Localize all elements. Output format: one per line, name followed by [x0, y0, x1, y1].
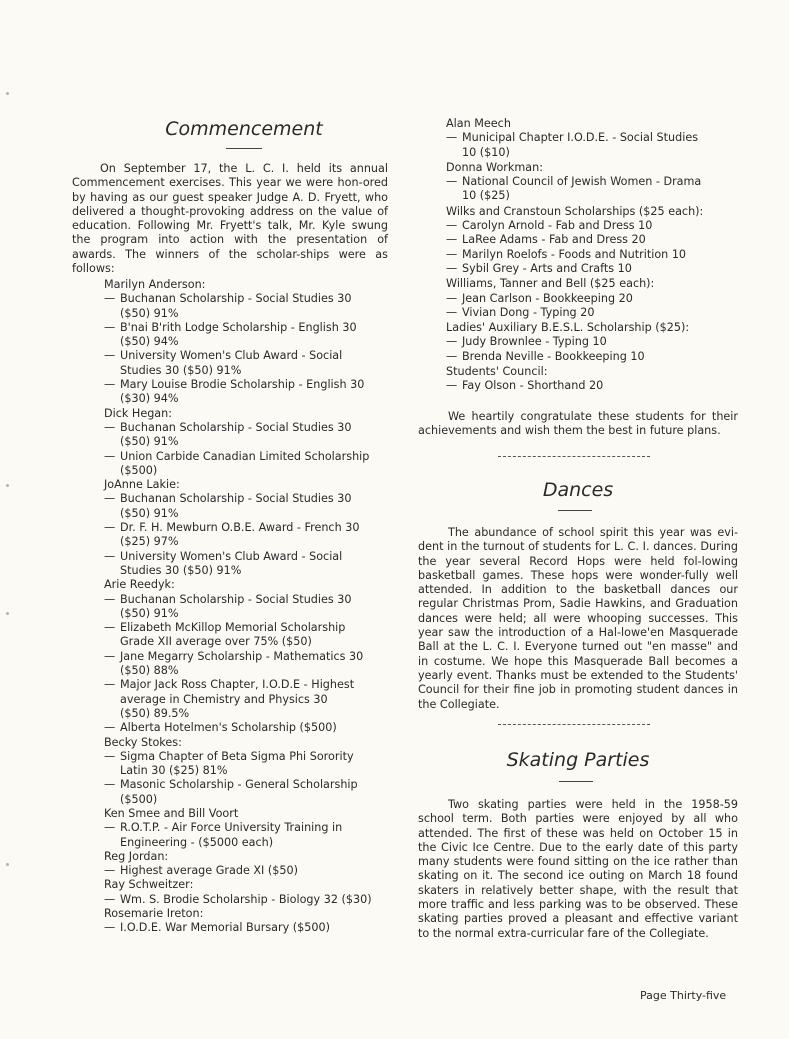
award-item: — Jean Carlson - Bookkeeping 20	[446, 291, 633, 305]
commencement-closing: We heartily congratulate these students for their achievements and wish them the best in future plans.	[418, 410, 738, 438]
award-item: — Sigma Chapter of Beta Sigma Phi Sorority Latin 30 ($25) 81%	[104, 749, 354, 778]
heading-underline	[226, 148, 262, 149]
section-divider	[498, 724, 650, 725]
winner-entry	[104, 478, 384, 578]
winner-name: Rosemarie Ireton:	[104, 907, 204, 921]
award-item: — Buchanan Scholarship - Social Studies 30 ($50) 91%	[104, 292, 352, 320]
award-item: — University Women's Club Award - Social Studies 30 ($50) 91%	[104, 349, 343, 377]
commencement-intro: On September 17, the L. C. I. held its annual Commencement exercises. This year we were hon-ored by having as our guest speaker Judge A. D. Fryett, who delivered a thought-provoking address on the value of education. Following Mr. Fryett's talk, Mr. Kyle swung the program into action with the presentation of awards. The winners of the scholar-ships were as follows:	[72, 162, 388, 276]
award-item: — I.O.D.E. War Memorial Bursary ($500)	[104, 921, 331, 935]
award-item: — Highest average Grade XI ($50)	[104, 864, 298, 878]
award-item: — Buchanan Scholarship - Social Studies 30 ($50) 91%	[104, 420, 352, 449]
winner-name: Marilyn Anderson:	[104, 278, 206, 291]
winner-entry	[446, 277, 738, 320]
winner-entry	[104, 850, 384, 879]
award-item: — B'nai B'rith Lodge Scholarship - English 30 ($50) 94%	[104, 320, 357, 349]
scholarship-list-left	[104, 278, 384, 936]
award-item: — Carolyn Arnold - Fab and Dress 10	[446, 219, 653, 233]
section-divider	[498, 456, 650, 457]
winner-name: JoAnne Lakie:	[104, 478, 180, 492]
heading-underline	[559, 781, 593, 782]
winner-name: Wilks and Cranstoun Scholarships ($25 each):	[446, 204, 704, 218]
award-item: — R.O.T.P. - Air Force University Training in Engineering - ($5000 each)	[104, 821, 343, 849]
award-item: — Union Carbide Canadian Limited Scholarship ($500)	[104, 449, 370, 477]
winner-name: Dick Hegan:	[104, 406, 173, 420]
award-item: — Marilyn Roelofs - Foods and Nutrition 10	[446, 247, 687, 261]
winner-entry	[104, 407, 384, 478]
award-item: — University Women's Club Award - Social Studies 30 ($50) 91%	[104, 549, 343, 577]
winner-entry	[104, 807, 384, 850]
award-item: — Brenda Neville - Bookkeeping 10	[446, 349, 645, 363]
winner-name: Reg Jordan:	[104, 849, 169, 863]
award-item: — Judy Brownlee - Typing 10	[446, 335, 607, 349]
winner-entry	[446, 161, 738, 204]
award-item: — Buchanan Scholarship - Social Studies 30 ($50) 91%	[104, 592, 352, 620]
winner-entry	[104, 278, 384, 407]
award-item: — Sybil Grey - Arts and Crafts 10	[446, 261, 632, 275]
heading-underline	[558, 510, 592, 511]
award-item: — Mary Louise Brodie Scholarship - English 30 ($30) 94%	[104, 378, 365, 406]
winner-entry	[104, 878, 384, 907]
award-item: — Alberta Hotelmen's Scholarship ($500)	[104, 721, 337, 735]
award-item: — Buchanan Scholarship - Social Studies 30 ($50) 91%	[104, 492, 352, 520]
winner-entry	[104, 736, 384, 807]
award-item: — Elizabeth McKillop Memorial Scholarship Grade XII average over 75% ($50)	[104, 621, 346, 649]
award-item: — Major Jack Ross Chapter, I.O.D.E - Highest average in Chemistry and Physics 30 ($50) 89.5%	[104, 678, 355, 720]
winner-name: Becky Stokes:	[104, 735, 182, 749]
winner-entry	[446, 205, 738, 276]
dances-body: The abundance of school spirit this year was evi-dent in the turnout of students for L. C. I. dances. During the year several Record Hops were held fol-lowing basketball games. These hops were wonder-fully well attended. In addition to the basketball dances our regular Christmas Prom, Sadie Hawkins, and Graduation dances were held; all were whooping successes. This year saw the introduction of a Hal-lowe'en Masquerade Ball at the L. C. I. Everyone turned out "en masse" and in costume. We hope this Masquerade Ball becomes a yearly event. Thanks must be extended to the Students' Council for their fine job in promoting student dances in the Collegiate.	[418, 526, 738, 711]
award-item: — LaRee Adams - Fab and Dress 20	[446, 233, 646, 247]
winner-entry	[104, 907, 384, 936]
dances-heading: Dances	[542, 479, 614, 501]
award-item: — Fay Olson - Shorthand 20	[446, 379, 604, 393]
winner-entry	[446, 321, 738, 364]
winner-name: Donna Workman:	[446, 160, 543, 174]
paper-speck	[6, 484, 9, 487]
winner-name: Alan Meech	[446, 117, 511, 130]
scholarship-list-right	[446, 117, 738, 395]
award-item: — National Council of Jewish Women - Drama 10 ($25)	[446, 175, 702, 203]
award-item: — Masonic Scholarship - General Scholarship ($500)	[104, 778, 358, 806]
award-item: — Dr. F. H. Mewburn O.B.E. Award - French 30 ($25) 97%	[104, 521, 360, 549]
winner-entry	[446, 117, 738, 160]
winner-name: Arie Reedyk:	[104, 578, 175, 592]
winner-name: Ray Schweitzer:	[104, 878, 194, 892]
paper-speck	[6, 863, 9, 866]
skating-body: Two skating parties were held in the 1958-59 school term. Both parties were enjoyed by all who attended. The first of these was held on October 15 in the Civic Ice Centre. Due to the early date of this party many students were found sitting on the ice rather than skating on it. The second ice outing on March 18 found skaters in relatively better shape, with the result that more traffic and less parking was to be observed. These skating parties proved a pleasant and effective variant to the normal extra-curricular fare of the Collegiate.	[418, 798, 738, 940]
paper-speck	[6, 92, 9, 95]
award-item: — Municipal Chapter I.O.D.E. - Social Studies 10 ($10)	[446, 131, 699, 159]
winner-entry	[446, 365, 738, 394]
commencement-heading: Commencement	[165, 118, 323, 140]
page-number: Page Thirty-five	[640, 989, 727, 1002]
winner-name: Ken Smee and Bill Voort	[104, 806, 239, 820]
skating-heading: Skating Parties	[506, 749, 650, 771]
winner-name: Williams, Tanner and Bell ($25 each):	[446, 277, 655, 291]
winner-name: Students' Council:	[446, 365, 548, 379]
award-item: — Vivian Dong - Typing 20	[446, 305, 595, 319]
award-item: — Wm. S. Brodie Scholarship - Biology 32 ($30)	[104, 892, 372, 906]
winner-entry	[104, 578, 384, 735]
paper-speck	[6, 612, 9, 615]
winner-name: Ladies' Auxiliary B.E.S.L. Scholarship ($25):	[446, 321, 690, 335]
award-item: — Jane Megarry Scholarship - Mathematics 30 ($50) 88%	[104, 649, 364, 678]
